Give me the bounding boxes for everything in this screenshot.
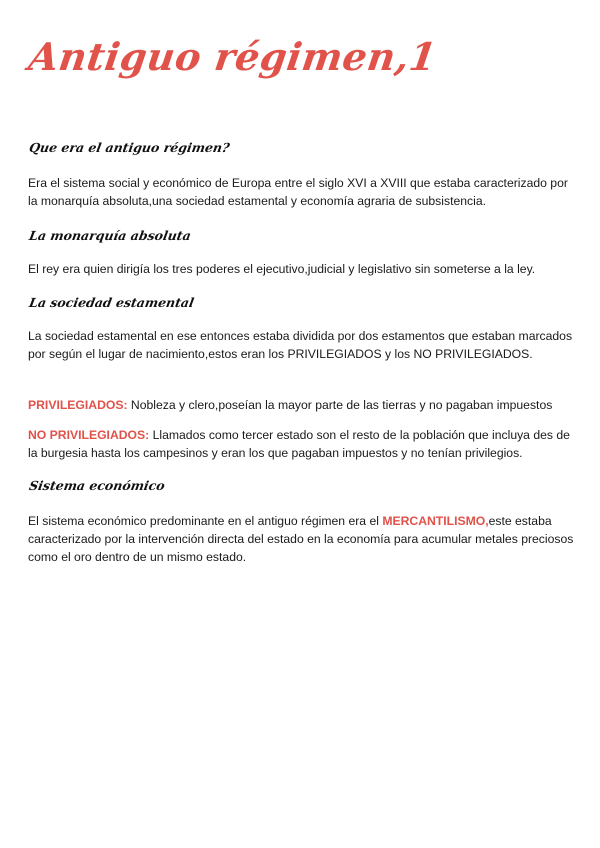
page-title: Antiguo régimen,1 [26,34,440,79]
paragraph-no-privilegiados [28,426,574,462]
paragraph-que-era: Era el sistema social y económico de Europa entre el siglo XVI a XVIII que estaba caracterizado por la monarquía absoluta,una sociedad estamental y economía agraria de subsistencia. [28,176,568,208]
paragraph-privilegiados [28,396,574,414]
text-no-privilegiados: Llamados como tercer estado son el resto de la población que incluya des de la burgesia hasta los campesinos y eran los que pagaban impuestos y no tenían privilegios. [28,428,570,460]
heading-que-era: Que era el antiguo régimen? [28,140,231,155]
text-privilegiados: Nobleza y clero,poseían la mayor parte de las tierras y no pagaban impuestos [127,398,553,412]
label-privilegiados: PRIVILEGIADOS: [28,398,128,412]
paragraph-monarquia: El rey era quien dirigía los tres poderes el ejecutivo,judicial y legislativo sin someterse a la ley. [28,262,536,276]
text-economico-before: El sistema económico predominante en el antiguo régimen era el [28,514,383,528]
paragraph-sociedad: La sociedad estamental en ese entonces estaba dividida por dos estamentos que estaban marcados por según el lugar de nacimiento,estos eran los PRIVILEGIADOS y los NO PRIVILEGIADOS. [28,329,573,361]
paragraph-economico [28,512,574,566]
highlight-mercantilismo: MERCANTILISMO, [382,514,489,528]
heading-economico: Sistema económico [28,478,167,493]
heading-sociedad: La sociedad estamental [28,295,196,310]
text-economico-after: este estaba caracterizado por la intervención directa del estado en la economía para acumular metales preciosos como el oro dentro de un mismo estado. [28,514,574,564]
label-no-privilegiados: NO PRIVILEGIADOS: [28,428,150,442]
heading-monarquia: La monarquía absoluta [28,228,193,243]
